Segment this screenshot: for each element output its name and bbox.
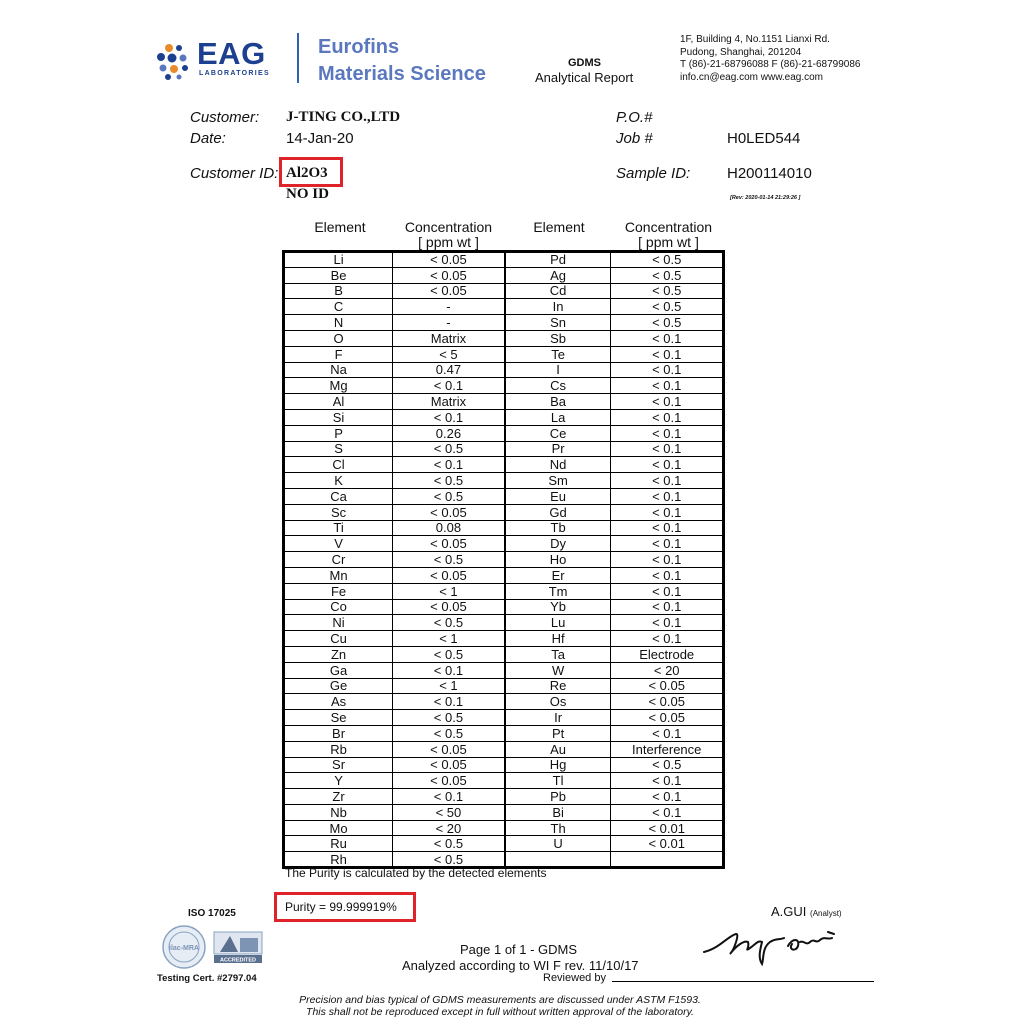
cell-element-right: Er	[505, 567, 611, 583]
table-row	[284, 567, 724, 583]
cell-concentration-left: < 0.05	[393, 252, 505, 268]
cell-element-left: Li	[284, 252, 393, 268]
cell-element-left: Mn	[284, 567, 393, 583]
cell-element-left: C	[284, 299, 393, 315]
cell-concentration-left: < 0.5	[393, 615, 505, 631]
eag-dots-icon	[155, 42, 195, 82]
cell-concentration-right: < 0.1	[611, 378, 724, 394]
po-label: P.O.#	[616, 109, 653, 126]
table-row	[284, 520, 724, 536]
cell-concentration-left: < 5	[393, 346, 505, 362]
table-row	[284, 504, 724, 520]
cell-concentration-left: < 0.1	[393, 694, 505, 710]
cell-element-right: Lu	[505, 615, 611, 631]
cell-element-left: Y	[284, 773, 393, 789]
table-row	[284, 725, 724, 741]
col-head-conc-line2: [ ppm wt ]	[418, 234, 479, 250]
cell-element-right: Hg	[505, 757, 611, 773]
cell-concentration-left: < 0.05	[393, 504, 505, 520]
col-head-conc-line2: [ ppm wt ]	[638, 234, 699, 250]
cell-element-right: Te	[505, 346, 611, 362]
analyzed-according: Analyzed according to WI F rev. 11/10/17	[402, 958, 639, 973]
cell-concentration-left: < 0.5	[393, 552, 505, 568]
report-title: GDMS	[568, 57, 601, 69]
cell-element-right: Au	[505, 741, 611, 757]
cell-concentration-right: < 0.05	[611, 678, 724, 694]
purity-value: Purity = 99.999919%	[285, 900, 397, 914]
cell-element-left: Rh	[284, 852, 393, 868]
cell-element-left: Ti	[284, 520, 393, 536]
cell-concentration-left: < 0.05	[393, 773, 505, 789]
eurofins-brand	[318, 34, 486, 88]
cell-element-left: K	[284, 473, 393, 489]
cell-element-right: U	[505, 836, 611, 852]
cell-concentration-left: < 0.05	[393, 283, 505, 299]
cell-element-left: Cr	[284, 552, 393, 568]
cell-element-left: Se	[284, 710, 393, 726]
cell-element-left: B	[284, 283, 393, 299]
cell-concentration-left: < 0.5	[393, 441, 505, 457]
col-head-concentration-2	[612, 220, 725, 250]
cell-element-right: Sn	[505, 315, 611, 331]
cell-element-left: Ca	[284, 488, 393, 504]
cell-element-left: Nb	[284, 804, 393, 820]
date-label: Date:	[190, 130, 226, 147]
cell-concentration-left: < 1	[393, 631, 505, 647]
col-head-conc-line1: Concentration	[624, 219, 713, 235]
cell-concentration-right: < 0.5	[611, 299, 724, 315]
cell-concentration-right: < 0.1	[611, 504, 724, 520]
table-row	[284, 741, 724, 757]
cell-concentration-right: Electrode	[611, 646, 724, 662]
col-head-conc-line1: Concentration	[404, 219, 493, 235]
cell-concentration-right: < 0.1	[611, 567, 724, 583]
cell-element-right: La	[505, 409, 611, 425]
cell-element-left: F	[284, 346, 393, 362]
concentration-table	[282, 250, 725, 869]
cell-element-left: V	[284, 536, 393, 552]
cell-element-right: Sm	[505, 473, 611, 489]
cell-element-left: Co	[284, 599, 393, 615]
cell-element-right: Pt	[505, 725, 611, 741]
cell-concentration-right: < 0.5	[611, 267, 724, 283]
address-line: info.cn@eag.com www.eag.com	[680, 71, 823, 83]
revision-stamp: [Rev: 2020-01-14 21:29:26 ]	[730, 195, 801, 201]
cell-concentration-right: < 0.1	[611, 615, 724, 631]
table-row	[284, 283, 724, 299]
table-row	[284, 757, 724, 773]
cell-concentration-left: < 0.1	[393, 378, 505, 394]
cell-element-right: Tm	[505, 583, 611, 599]
cell-element-right: Tb	[505, 520, 611, 536]
customer-value: J-TING CO.,LTD	[286, 109, 401, 125]
cell-concentration-right: < 0.1	[611, 362, 724, 378]
customer-id-sub: NO ID	[286, 186, 329, 202]
cell-concentration-right: < 0.1	[611, 804, 724, 820]
table-row	[284, 488, 724, 504]
cell-concentration-left: < 0.1	[393, 457, 505, 473]
cell-element-right: Ir	[505, 710, 611, 726]
cell-concentration-left: < 0.5	[393, 473, 505, 489]
table-row	[284, 362, 724, 378]
cell-concentration-left: < 0.05	[393, 567, 505, 583]
cell-concentration-right: < 0.5	[611, 315, 724, 331]
cell-concentration-right: < 0.5	[611, 283, 724, 299]
cell-element-left: Sr	[284, 757, 393, 773]
cell-element-right: Th	[505, 820, 611, 836]
cell-element-right: Pb	[505, 789, 611, 805]
cell-element-left: Fe	[284, 583, 393, 599]
table-row	[284, 267, 724, 283]
cell-element-left: O	[284, 330, 393, 346]
cell-element-right: Ta	[505, 646, 611, 662]
purity-note: The Purity is calculated by the detected elements	[285, 866, 547, 880]
cell-concentration-right: < 0.1	[611, 725, 724, 741]
address-line: 1F, Building 4, No.1151 Lianxi Rd.	[680, 34, 830, 45]
cell-element-left: Cl	[284, 457, 393, 473]
table-row	[284, 299, 724, 315]
disclaimer-line: This shall not be reproduced except in full without written approval of the laboratory.	[306, 1006, 694, 1018]
table-row	[284, 820, 724, 836]
cell-concentration-left: 0.47	[393, 362, 505, 378]
table-row	[284, 662, 724, 678]
cell-element-left: Mo	[284, 820, 393, 836]
concentration-table-body	[284, 252, 724, 868]
job-label: Job #	[616, 130, 653, 147]
analyst-tag: (Analyst)	[810, 909, 842, 918]
accredited-text: ACCREDITED	[219, 957, 257, 964]
cell-concentration-right: < 0.5	[611, 252, 724, 268]
report-subtitle: Analytical Report	[535, 70, 634, 85]
cell-concentration-right: < 0.1	[611, 473, 724, 489]
cell-element-right: I	[505, 362, 611, 378]
cell-element-left: Sc	[284, 504, 393, 520]
iso-label: ISO 17025	[188, 908, 236, 919]
col-head-element-2: Element	[533, 219, 585, 235]
cell-element-right: Ce	[505, 425, 611, 441]
cell-concentration-left: Matrix	[393, 330, 505, 346]
cell-concentration-left: < 1	[393, 583, 505, 599]
analyst	[771, 904, 842, 919]
table-row	[284, 457, 724, 473]
cell-concentration-left: < 0.05	[393, 267, 505, 283]
cell-concentration-right: < 0.05	[611, 694, 724, 710]
cell-element-left: Be	[284, 267, 393, 283]
cell-concentration-left: 0.08	[393, 520, 505, 536]
cell-element-left: Br	[284, 725, 393, 741]
address-line: T (86)-21-68796088 F (86)-21-68799086	[680, 59, 861, 70]
table-row	[284, 536, 724, 552]
cell-element-left: Ru	[284, 836, 393, 852]
review-signature-line	[612, 981, 874, 982]
cell-element-right: Os	[505, 694, 611, 710]
cell-concentration-left: < 0.5	[393, 488, 505, 504]
cell-concentration-right: Interference	[611, 741, 724, 757]
cell-element-right: Pr	[505, 441, 611, 457]
cell-concentration-right	[611, 852, 724, 868]
cell-element-left: Ni	[284, 615, 393, 631]
accreditation-seal	[160, 924, 270, 975]
cell-concentration-right: < 0.1	[611, 409, 724, 425]
eag-logo	[155, 38, 290, 84]
address-line: Pudong, Shanghai, 201204	[680, 46, 802, 58]
table-row	[284, 409, 724, 425]
customer-label: Customer:	[190, 109, 260, 126]
cell-concentration-left: -	[393, 315, 505, 331]
cell-element-left: N	[284, 315, 393, 331]
testing-cert: Testing Cert. #2797.04	[157, 973, 257, 984]
brand-line-1: Eurofins	[318, 36, 400, 58]
cell-element-left: Mg	[284, 378, 393, 394]
table-row	[284, 804, 724, 820]
table-row	[284, 473, 724, 489]
table-row	[284, 330, 724, 346]
cell-concentration-right: < 0.1	[611, 536, 724, 552]
table-row	[284, 710, 724, 726]
page-number: Page 1 of 1 - GDMS	[460, 942, 578, 957]
customer-id-label: Customer ID:	[190, 165, 279, 182]
cell-concentration-left: < 0.5	[393, 710, 505, 726]
signature-icon	[700, 918, 850, 970]
cell-element-right: Nd	[505, 457, 611, 473]
cell-element-right: Eu	[505, 488, 611, 504]
cell-concentration-right: < 0.1	[611, 599, 724, 615]
brand-line-2: Materials Science	[318, 63, 486, 85]
cell-concentration-left: < 0.5	[393, 852, 505, 868]
cell-element-left: Al	[284, 394, 393, 410]
logo-divider	[297, 33, 299, 83]
cell-element-left: S	[284, 441, 393, 457]
cell-concentration-left: < 1	[393, 678, 505, 694]
cell-concentration-right: < 0.1	[611, 773, 724, 789]
cell-element-left: Cu	[284, 631, 393, 647]
cell-element-right: W	[505, 662, 611, 678]
cell-element-right: Sb	[505, 330, 611, 346]
cell-concentration-left: < 0.1	[393, 409, 505, 425]
cell-concentration-right: < 0.1	[611, 330, 724, 346]
cell-concentration-right: < 0.1	[611, 488, 724, 504]
cell-element-right: Gd	[505, 504, 611, 520]
cell-element-left: P	[284, 425, 393, 441]
cell-concentration-right: < 20	[611, 662, 724, 678]
table-row	[284, 599, 724, 615]
table-row	[284, 615, 724, 631]
analyst-name: A.GUI	[771, 904, 807, 919]
cell-element-left: Ge	[284, 678, 393, 694]
col-head-concentration-1	[392, 220, 505, 250]
cell-concentration-right: < 0.1	[611, 457, 724, 473]
cell-concentration-left: < 0.5	[393, 836, 505, 852]
cell-concentration-left: < 0.05	[393, 536, 505, 552]
table-row	[284, 773, 724, 789]
cell-element-right: Yb	[505, 599, 611, 615]
cell-concentration-right: < 0.1	[611, 552, 724, 568]
table-row	[284, 394, 724, 410]
cell-element-right: In	[505, 299, 611, 315]
table-row	[284, 441, 724, 457]
cell-element-right: Tl	[505, 773, 611, 789]
cell-concentration-left: < 50	[393, 804, 505, 820]
cell-concentration-left: < 0.5	[393, 646, 505, 662]
table-row	[284, 315, 724, 331]
cell-concentration-left: < 0.1	[393, 662, 505, 678]
table-row	[284, 346, 724, 362]
cell-element-right: Cs	[505, 378, 611, 394]
cell-concentration-right: < 0.1	[611, 583, 724, 599]
cell-concentration-right: < 0.1	[611, 631, 724, 647]
table-row	[284, 425, 724, 441]
table-row	[284, 552, 724, 568]
table-row	[284, 631, 724, 647]
date-value: 14-Jan-20	[286, 130, 354, 147]
cell-element-left: Na	[284, 362, 393, 378]
disclaimer-line: Precision and bias typical of GDMS measurements are discussed under ASTM F1593.	[299, 994, 701, 1006]
cell-element-right: Bi	[505, 804, 611, 820]
cell-element-right: Ho	[505, 552, 611, 568]
cell-concentration-right: < 0.01	[611, 836, 724, 852]
cell-element-left: Ga	[284, 662, 393, 678]
eag-logo-sub: LABORATORIES	[199, 70, 270, 77]
col-head-element-1: Element	[314, 219, 366, 235]
cell-element-right: Hf	[505, 631, 611, 647]
table-row	[284, 252, 724, 268]
cell-concentration-right: < 0.1	[611, 520, 724, 536]
cell-concentration-left: < 0.05	[393, 757, 505, 773]
cell-concentration-right: < 0.5	[611, 757, 724, 773]
cell-element-right: Ba	[505, 394, 611, 410]
table-row	[284, 694, 724, 710]
seal-text: ilac-MRA	[169, 945, 199, 952]
cell-concentration-left: 0.26	[393, 425, 505, 441]
cell-element-right: Cd	[505, 283, 611, 299]
cell-concentration-left: -	[393, 299, 505, 315]
job-value: H0LED544	[727, 130, 801, 147]
cell-concentration-right: < 0.1	[611, 346, 724, 362]
cell-element-right: Dy	[505, 536, 611, 552]
reviewed-by: Reviewed by	[543, 972, 606, 984]
eag-logo-text: EAG	[197, 36, 266, 71]
table-row	[284, 678, 724, 694]
customer-id-value: Al2O3	[286, 165, 328, 181]
ilac-seal-icon	[160, 924, 270, 970]
table-row	[284, 836, 724, 852]
table-row	[284, 378, 724, 394]
cell-concentration-left: < 20	[393, 820, 505, 836]
cell-concentration-left: Matrix	[393, 394, 505, 410]
cell-concentration-left: < 0.05	[393, 599, 505, 615]
table-row	[284, 646, 724, 662]
cell-concentration-right: < 0.1	[611, 789, 724, 805]
cell-concentration-right: < 0.1	[611, 441, 724, 457]
cell-element-left: Zr	[284, 789, 393, 805]
cell-element-left: Zn	[284, 646, 393, 662]
cell-concentration-right: < 0.1	[611, 394, 724, 410]
table-row	[284, 583, 724, 599]
cell-concentration-left: < 0.05	[393, 741, 505, 757]
cell-element-left: Rb	[284, 741, 393, 757]
signature	[700, 918, 850, 975]
disclaimer	[250, 994, 750, 1018]
cell-concentration-left: < 0.5	[393, 725, 505, 741]
cell-element-right: Re	[505, 678, 611, 694]
cell-element-left: As	[284, 694, 393, 710]
cell-element-right: Pd	[505, 252, 611, 268]
cell-element-left: Si	[284, 409, 393, 425]
cell-concentration-right: < 0.01	[611, 820, 724, 836]
table-row	[284, 789, 724, 805]
cell-concentration-right: < 0.05	[611, 710, 724, 726]
sample-id-value: H200114010	[727, 165, 812, 182]
sample-id-label: Sample ID:	[616, 165, 691, 182]
cell-concentration-right: < 0.1	[611, 425, 724, 441]
cell-concentration-left: < 0.1	[393, 789, 505, 805]
cell-element-right: Ag	[505, 267, 611, 283]
lab-address	[680, 34, 861, 84]
